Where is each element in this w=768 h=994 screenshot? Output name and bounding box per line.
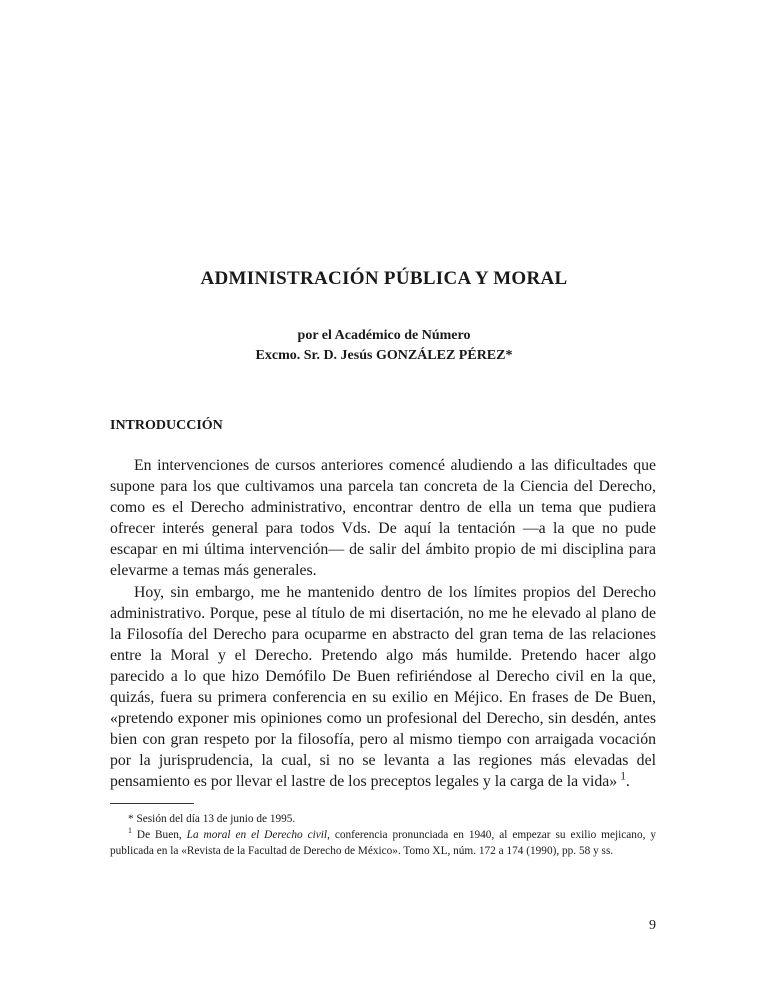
footnote-1-after: , conferencia pronunciada en 1940, al empezar su exilio mejicano, y publicada en la «Revista de la Facultad de Derecho de México». Tomo XL, núm. 172 a 174 (1990), pp. 58 y ss. <box>110 829 657 857</box>
body-text <box>110 455 656 793</box>
paragraph-1: En intervenciones de cursos anteriores comencé aludiendo a las dificultades que supone para los que cultivamos una parcela tan concreta de la Ciencia del Derecho, como es el Derecho administrativo, encontrar dentro de ella un tema que pudiera ofrecer interés general para todos Vds. De aquí la tentación —a la que no pude escapar en mi última intervención— de salir del ámbito propio de mi disciplina para elevarme a temas más generales. <box>110 457 656 580</box>
paragraph-2-text: Hoy, sin embargo, me he mantenido dentro de los límites propios del Derecho administrativo. Porque, pese al título de mi disertación, no me he elevado al plano de la Filosofía del Derecho para ocuparme en abstracto del gran tema de las relaciones entre la Moral y el Derecho. Pretendo algo más humilde. Pretendo hacer algo parecido a lo que hizo Demófilo De Buen refiriéndose al Derecho civil en la que, quizás, fuera su primera conferencia en su exilio en Méjico. En frases de De Buen, «pretendo exponer mis opiniones como un profesional del Derecho, sin desdén, antes bien con gran respeto por la filosofía, pero al mismo tiempo con arraigada vocación por la jurisprudencia, la cual, si no se levanta a las regiones más elevadas del pensamiento es por llevar el lastre de los preceptos legales y la carga de la vida» <box>110 583 656 791</box>
footnote-1-before: De Buen, <box>136 829 187 841</box>
author-affiliation: por el Académico de Número <box>297 328 471 343</box>
footnote-ref-1: 1 <box>620 771 626 784</box>
footnote-star-marker: * <box>128 813 134 825</box>
author-name: Excmo. Sr. D. Jesús GONZÁLEZ PÉREZ* <box>255 348 513 363</box>
footnote-star-text: Sesión del día 13 de junio de 1995. <box>136 813 296 825</box>
document-title: ADMINISTRACIÓN PÚBLICA Y MORAL <box>200 268 568 289</box>
paragraph-2 <box>110 582 656 793</box>
page-number: 9 <box>649 918 656 933</box>
footnotes <box>110 811 656 859</box>
footnote-divider <box>110 803 194 804</box>
paragraph-2-end: . <box>625 773 630 791</box>
footnote-1-title: La moral en el Derecho civil <box>186 829 328 841</box>
footnote-1 <box>110 827 656 859</box>
section-heading: INTRODUCCIÓN <box>110 418 223 433</box>
footnote-1-marker: 1 <box>128 826 132 836</box>
footnote-star <box>110 811 656 827</box>
